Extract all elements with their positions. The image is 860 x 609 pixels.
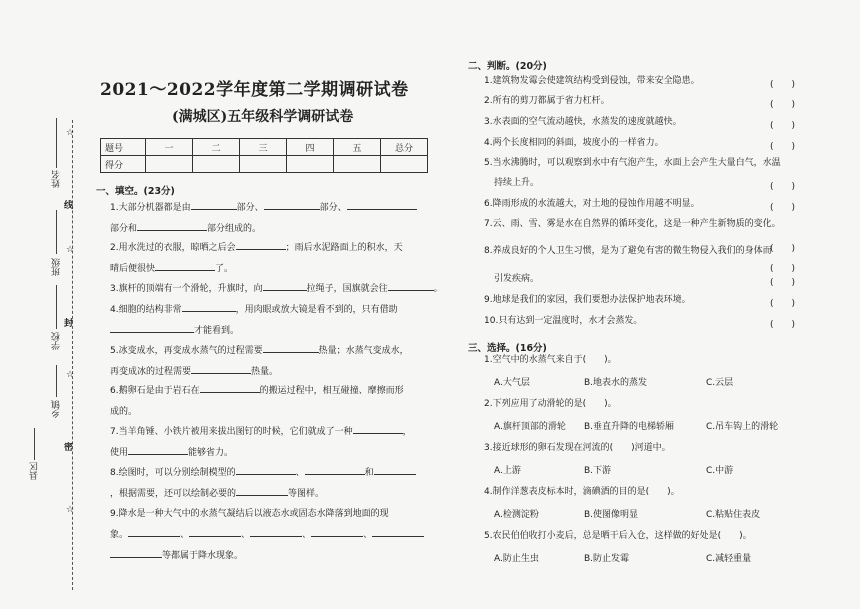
answer-blank[interactable] [200,381,260,393]
question-text: 6.鹅卵石是由于岩石在 [110,386,200,396]
score-input-cell[interactable] [334,156,381,173]
question-text: 部分、 [236,203,264,213]
district-field[interactable] [34,428,35,460]
choice-option[interactable]: C.云层 [706,378,734,388]
school-label: 学校 [52,332,62,350]
choice-option[interactable]: C.减轻重量 [706,554,752,564]
answer-blank[interactable] [236,484,288,496]
answer-blank[interactable] [128,443,188,455]
choice-option[interactable]: C.中游 [706,466,734,476]
question-text: 使用 [110,448,129,458]
question-text: 5.冰变成水，再变成水蒸气的过程需要 [110,346,263,356]
question-text: 的搬运过程中，相互碰撞、摩擦而形 [259,386,404,396]
judgment-item: 5.当水沸腾时，可以观察到水中有气泡产生，水面上会产生大量白气，水温 [484,158,781,168]
star-mark: ☆ [66,245,75,255]
choice-option[interactable]: A.防止生虫 [494,554,539,564]
question-text: ， [402,427,412,437]
score-cell: 题号 [101,139,146,156]
answer-blank[interactable] [263,279,307,291]
choice-question: 1.空气中的水蒸气来自于( )。 [484,355,617,365]
question-text: 。 [433,284,443,294]
question-text: 晴后便很快 [110,264,156,274]
question-text: 了。 [215,264,234,274]
score-cell: 二 [193,139,240,156]
answer-blank[interactable] [182,300,236,312]
answer-blank[interactable] [191,362,251,374]
answer-paren[interactable]: ( ) [770,244,796,254]
answer-blank[interactable] [250,525,302,537]
question-text: ；雨后水泥路面上的积水，天 [285,243,403,253]
question-text: 成的。 [110,407,138,417]
question-text: 拉绳子，国旗就会往 [306,284,388,294]
answer-paren[interactable]: ( ) [770,80,796,90]
judgment-item: 1.建筑物发霉会使建筑结构受到侵蚀，带来安全隐患。 [484,76,700,86]
answer-blank[interactable] [311,525,363,537]
choice-question: 2.下列应用了动滑轮的是( )。 [484,399,617,409]
township-field[interactable] [56,365,57,397]
choice-option[interactable]: B.防止发霉 [584,554,630,564]
choice-option[interactable]: A.旗杆顶部的滑轮 [494,422,566,432]
question-text: 7.当羊角锤、小铁片被用来拔出图钉的时候，它们就成了一种 [110,427,353,437]
cut-dashed-line [72,120,73,590]
judgment-item: 6.降雨形成的水流越大，对土地的侵蚀作用越不明显。 [484,199,700,209]
fill-question-8 [110,463,416,505]
section1-heading: 一、填空。(23分) [96,186,175,197]
answer-blank[interactable] [263,341,319,353]
answer-paren[interactable]: ( ) [770,182,796,192]
class-label: 班级 [52,258,62,276]
star-mark: ☆ [66,128,75,138]
score-table-score-row [101,156,428,173]
answer-paren[interactable]: ( ) [770,320,796,330]
choice-option[interactable]: B.地表水的蒸发 [584,378,648,388]
question-text: 1.大部分机器都是由 [110,203,191,213]
question-text: 部分组成的。 [207,224,262,234]
score-table [100,138,428,173]
fill-question-2 [110,238,403,280]
judgment-item: 3.水表面的空气流动越快，水蒸发的速度就越快。 [484,117,682,127]
star-mark: ☆ [66,505,75,515]
answer-blank[interactable] [110,546,162,558]
question-text: 部分和 [110,224,138,234]
question-text: 4.细胞的结构非常 [110,305,182,315]
star-mark: ☆ [66,370,75,380]
answer-blank[interactable] [388,279,434,291]
fill-question-1 [110,198,417,240]
question-text: 再变成冰的过程需要 [110,367,192,377]
name-field[interactable] [56,118,57,168]
question-text: 、 [180,530,190,540]
answer-blank[interactable] [264,198,320,210]
name-label: 姓名 [52,170,62,188]
answer-paren[interactable]: ( ) [770,142,796,152]
judgment-item: 4.两个长度相同的斜面，坡度小的一样省力。 [484,138,664,148]
choice-option[interactable]: B.垂直升降的电梯轿厢 [584,422,675,432]
school-field[interactable] [56,285,57,329]
score-row-label: 得分 [101,156,146,173]
question-text: 、 [295,468,305,478]
choice-option[interactable]: B.使图像明显 [584,510,639,520]
judgment-item: 引发疾病。 [494,274,540,284]
section2-heading: 二、判断。(20分) [468,61,547,72]
choice-option[interactable]: C.粘贴住表皮 [706,510,761,520]
judgment-item: 持续上升。 [494,178,540,188]
fill-question-3 [110,279,443,300]
fill-question-4 [110,300,398,342]
question-text: 热量；水蒸气变成水， [318,346,409,356]
exam-subtitle: (满城区)五年级科学调研试卷 [172,109,354,125]
choice-question: 4.制作洋葱表皮标本时，滴碘酒的目的是( )。 [484,487,680,497]
choice-option[interactable]: C.吊车钩上的滑轮 [706,422,779,432]
answer-paren[interactable]: ( ) [770,121,796,131]
question-text: 热量。 [251,367,279,377]
score-table-header-row [101,139,428,156]
judgment-item: 8.养成良好的个人卫生习惯，是为了避免有害的微生物侵入我们的身体而 [484,246,772,256]
question-text: 2.用水洗过的衣服，晾晒之后会 [110,243,236,253]
question-text: 象。 [110,530,129,540]
class-field[interactable] [56,210,57,254]
answer-blank[interactable] [372,525,424,537]
question-text: 部分、 [319,203,347,213]
choice-option[interactable]: B.下游 [584,466,612,476]
score-input-cell[interactable] [146,156,193,173]
score-cell: 三 [240,139,287,156]
choice-question: 3.接近球形的卵石发现在河流的( )河道中。 [484,443,671,453]
choice-option[interactable]: A.大气层 [494,378,530,388]
score-cell: 四 [287,139,334,156]
answer-paren[interactable]: ( ) [770,299,796,309]
answer-blank[interactable] [128,525,180,537]
score-input-cell[interactable] [193,156,240,173]
judgment-item: 7.云、雨、雪、雾是水在自然界的循环变化，这是一种产生新物质的变化。 [484,219,781,229]
answer-paren[interactable]: ( ) [770,278,796,288]
judgment-item: 9.地球是我们的家园，我们要想办法保护地表环境。 [484,295,691,305]
exam-title: 2021～2022学年度第二学期调研试卷 [100,80,409,100]
question-text: 、 [241,530,251,540]
question-text: 等图样。 [288,489,325,499]
district-label: 县区 [30,462,40,480]
answer-blank[interactable] [353,422,403,434]
answer-paren[interactable]: ( ) [770,264,796,274]
question-text: 才能看到。 [194,326,240,336]
cut-label-line: 线 [64,201,74,211]
answer-blank[interactable] [137,219,207,231]
question-text: ，用肉眼或放大镜是看不到的，只有借助 [235,305,398,315]
judgment-item: 2.所有的剪刀都属于省力杠杆。 [484,96,610,106]
answer-blank[interactable] [155,259,215,271]
question-text: 8.绘图时，可以分别绘制模型的 [110,468,236,478]
answer-blank[interactable] [236,238,286,250]
choice-option[interactable]: A.上游 [494,466,521,476]
answer-blank[interactable] [189,525,241,537]
question-text: 和 [364,468,374,478]
answer-blank[interactable] [374,463,416,475]
question-text: 等都属于降水现象。 [162,551,244,561]
score-input-cell[interactable] [240,156,287,173]
cut-label-close: 密 [64,443,74,453]
fill-question-6 [110,381,404,423]
cut-label-seal: 封 [64,319,74,329]
answer-blank[interactable] [236,463,296,475]
answer-blank[interactable] [191,198,237,210]
score-input-cell[interactable] [381,156,428,173]
question-text: 、 [363,530,373,540]
question-text: 、 [302,530,312,540]
score-cell: 五 [334,139,381,156]
question-text: 能够省力。 [188,448,234,458]
fill-question-7 [110,422,412,464]
answer-blank[interactable] [347,198,417,210]
question-text: 9.降水是一种大气中的水蒸气凝结后以液态水或固态水降落到地面的现 [110,509,389,519]
section3-heading: 三、选择。(16分) [468,343,547,354]
fill-question-5 [110,341,409,383]
answer-paren[interactable]: ( ) [770,203,796,213]
answer-blank[interactable] [110,321,194,333]
choice-question: 5.农民伯伯收打小麦后，总是晒干后入仓，这样做的好处是( )。 [484,531,752,541]
score-input-cell[interactable] [287,156,334,173]
township-label: 乡镇 [52,400,62,418]
fill-question-9 [110,504,424,567]
score-cell: 一 [146,139,193,156]
choice-option[interactable]: A.检测淀粉 [494,510,539,520]
answer-blank[interactable] [305,463,365,475]
answer-paren[interactable]: ( ) [770,100,796,110]
question-text: ，根据需要，还可以绘制必要的 [110,489,237,499]
question-text: 3.旗杆的顶端有一个滑轮，升旗时，向 [110,284,263,294]
judgment-item: 10.只有达到一定温度时，水才会蒸发。 [484,316,643,326]
score-cell: 总分 [381,139,428,156]
binding-strip [0,0,95,609]
